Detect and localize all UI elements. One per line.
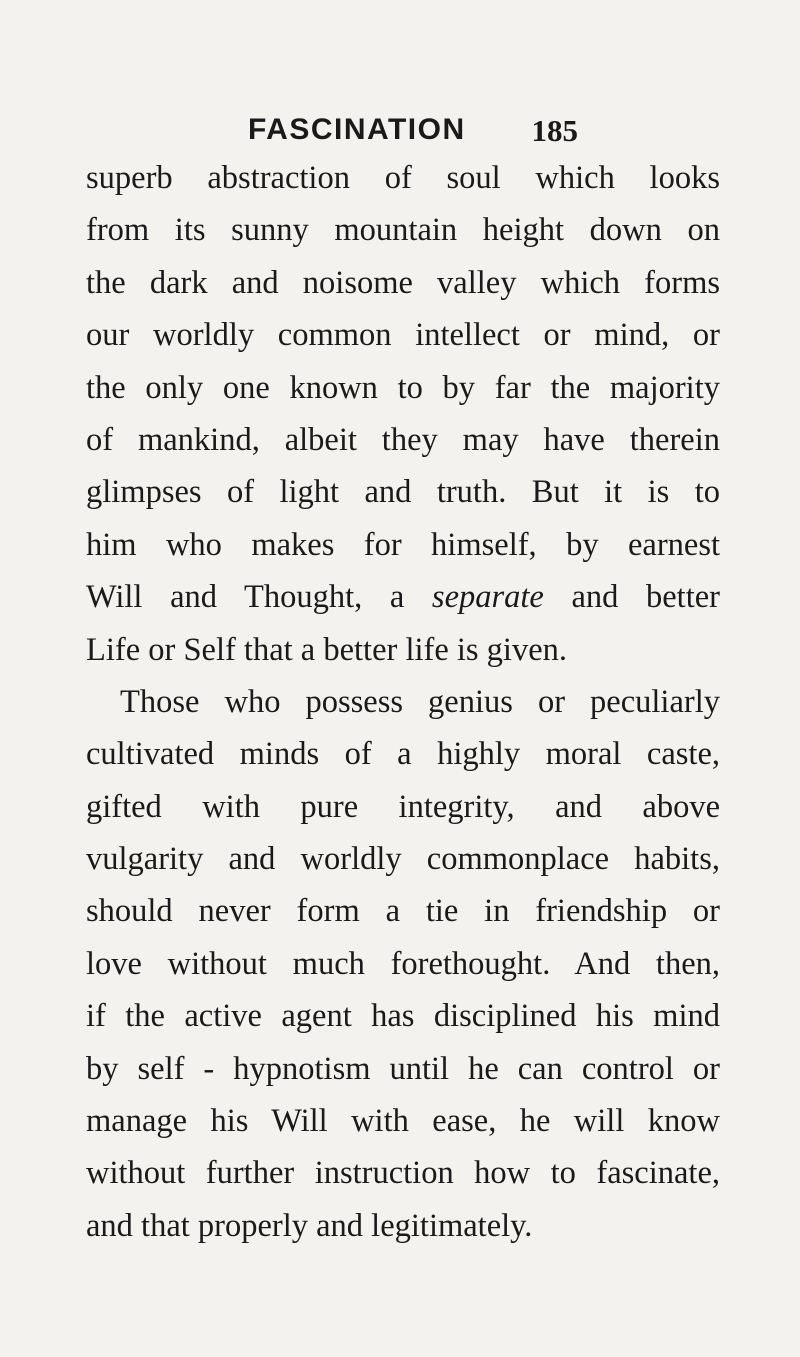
page-number: 185	[531, 113, 578, 148]
text-line: love without much forethought. And then,	[86, 945, 720, 982]
text-line: of mankind, albeit they may have therein	[86, 421, 720, 458]
italic-word: separate	[431, 579, 544, 616]
text-line: should never form a tie in friendship or	[86, 893, 720, 930]
text-line: cultivated minds of a highly moral caste,	[86, 736, 720, 773]
text-line: the only one known to by far the majority	[86, 369, 720, 406]
text-line: by self - hypnotism until he can control or	[86, 1050, 720, 1087]
text-line: manage his Will with ease, he will know	[86, 1103, 720, 1140]
text-line: gifted with pure integrity, and above	[86, 788, 720, 825]
body-text	[86, 152, 720, 1252]
text-segment: Will and Thought, a	[86, 579, 405, 616]
running-title: FASCINATION	[248, 113, 466, 146]
text-line: without further instruction how to fascinate,	[86, 1155, 720, 1192]
text-line: and that properly and legitimately.	[86, 1207, 533, 1244]
text-line: if the active agent has disciplined his mind	[86, 998, 720, 1035]
text-line: glimpses of light and truth. But it is to	[86, 474, 720, 511]
text-line: the dark and noisome valley which forms	[86, 264, 720, 301]
text-line: vulgarity and worldly commonplace habits,	[86, 841, 720, 878]
text-line	[86, 571, 720, 623]
text-line: him who makes for himself, by earnest	[86, 526, 720, 563]
text-line: Life or Self that a better life is given.	[86, 631, 568, 668]
text-line: from its sunny mountain height down on	[86, 212, 720, 249]
running-head	[248, 110, 578, 150]
text-line: our worldly common intellect or mind, or	[86, 317, 720, 354]
text-line: superb abstraction of soul which looks	[86, 160, 720, 196]
text-segment: and better	[571, 579, 720, 616]
text-line: Those who possess genius or peculiarly	[120, 683, 720, 720]
